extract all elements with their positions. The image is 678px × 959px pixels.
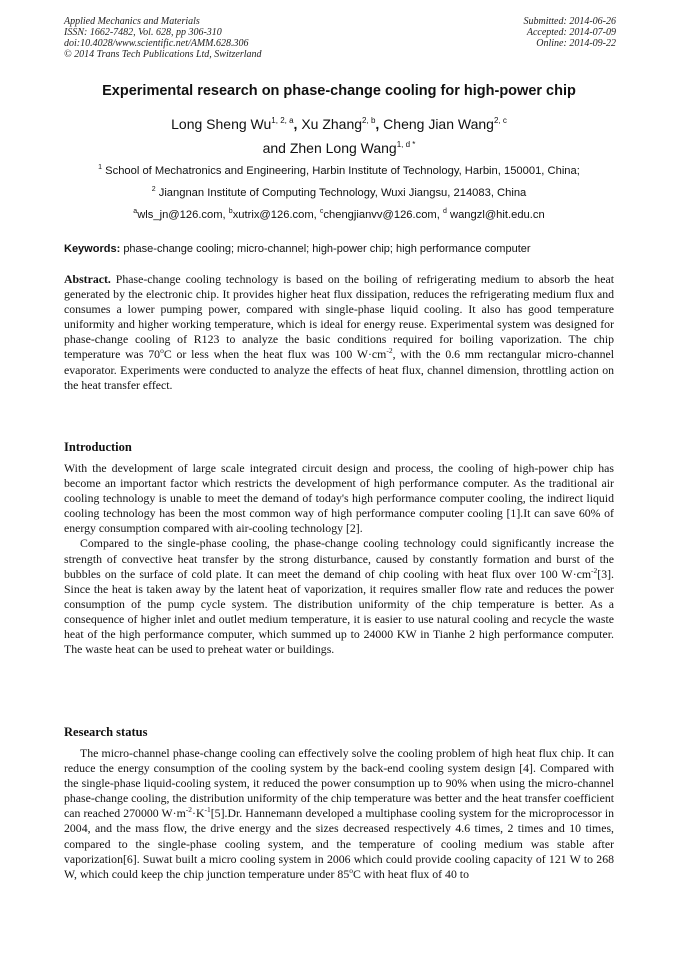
publication-dates <box>524 16 617 49</box>
author-affiliation-marker: 2, b <box>362 116 376 125</box>
paragraph-text: Compared to the single-phase cooling, the phase-change cooling technology could significantly increase the strength of convective heat transfer by the strong disturbance, caused by constantly formation and burst of the bubbles on the surface of cold plate. It can meet the demand of chip cooling with heat flux over 100 W·cm <box>64 536 614 581</box>
date-submitted: Submitted: 2014-06-26 <box>523 16 616 27</box>
paragraph-text: The micro-channel phase-change cooling can effectively solve the cooling problem of high heat flux chip. It can reduce the energy consumption of the cooling system by the back-end cooling system design [4]. Compared with the single-phase liquid-cooling system, it reduced the power consumption up to 90% when using the micro-channel phase-change cooling, the distribution uniformity of the chip temperature was better and the heat transfer coefficient can reached 270000 W·m <box>64 746 614 821</box>
email-address[interactable]: chengjianvv@126.com, <box>323 209 440 221</box>
exponent: -1 <box>204 805 211 815</box>
paragraph <box>64 746 614 882</box>
journal-issn: ISSN: 1662-7482, Vol. 628, pp 306-310 <box>64 27 222 38</box>
affiliation-1 <box>30 164 648 178</box>
journal-info <box>64 16 262 60</box>
email-address[interactable]: wangzl@hit.edu.cn <box>450 209 545 221</box>
abstract-text: Phase-change cooling technology is based on the boiling of refrigerating medium to absorb the heat generated by the electronic chip. It provides higher heat flux dissipation, reduces the refrigerating medium flux and consumes a lower pumping power, compared with single-phase liquid cooling. It also has good temperature uniformity and higher working temperature, which is ideal for energy reuse. Experimental system was designed for phase-change cooling of R123 to analyze the basic conditions required for boiling vaporization. The chip temperature was 70 <box>64 272 614 362</box>
email-marker: b <box>228 208 233 215</box>
email-marker: c <box>319 208 324 215</box>
section-heading-research-status: Research status <box>64 725 148 739</box>
author-affiliation-marker: 2, c <box>493 116 507 125</box>
email-marker: a <box>133 208 138 215</box>
author-affiliation-marker: 1, d * <box>396 140 416 149</box>
exponent: -2 <box>591 565 598 575</box>
email-marker: d <box>442 208 447 215</box>
paragraph-text: [5].Dr. Hannemann developed a multiphase cooling system for the microprocessor in 2004, and the mass flow, the drive energy and the sizes decreased respectively 4.6 times, 2 times and 10 times, compared to the single-phase cooling system, and the temperature of cooling medium was stable after vaporization[6]. Suwat built a micro cooling system in 2006 which could provide cooling capacity of 121 W to 268 W, which could keep the chip junction temperature under 85 <box>64 806 614 881</box>
email-address[interactable]: wls_jn@126.com, <box>137 209 226 221</box>
affiliation-marker: 1 <box>98 164 103 171</box>
affiliation-text: School of Mechatronics and Engineering, Harbin Institute of Technology, Harbin, 150001, China; <box>105 165 580 177</box>
journal-name: Applied Mechanics and Materials <box>64 16 200 27</box>
degree-sign: o <box>349 865 353 875</box>
author-emails <box>30 208 648 222</box>
paper-title: Experimental research on phase-change cooling for high-power chip <box>102 83 576 99</box>
paragraph-text: ·K <box>192 806 205 821</box>
journal-copyright: © 2014 Trans Tech Publications Ltd, Switzerland <box>64 49 262 60</box>
degree-sign: o <box>160 346 164 356</box>
paragraph <box>64 536 614 657</box>
section-heading-introduction: Introduction <box>64 440 132 454</box>
introduction-body <box>64 461 614 657</box>
date-accepted: Accepted: 2014-07-09 <box>526 27 616 38</box>
paragraph-text: C with heat flux of 40 to <box>352 866 469 881</box>
abstract-text: , with the 0.6 mm rectangular micro-channel evaporator. Experiments were conducted to analyze the effects of heat flux, channel dimension, throttling action on the heat transfer effect. <box>64 347 614 392</box>
affiliation-marker: 2 <box>151 186 156 193</box>
paragraph: With the development of large scale integrated circuit design and process, the cooling of high-power chip has become an important factor which restricts the development of high performance computer. As the traditional air cooling technology is unable to meet the demand of today's high performance computer cooling, the indirect liquid cooling technology has been the most common way of high performance computer cooling [1].It can save 60% of energy consumption compared with air-cooling technology [2]. <box>64 461 614 536</box>
keywords-label: Keywords: <box>64 243 121 255</box>
author-name: Cheng Jian Wang <box>383 116 494 132</box>
author-name: Long Sheng Wu <box>171 116 272 132</box>
keywords <box>64 242 624 256</box>
exponent: -2 <box>185 805 193 815</box>
journal-doi: doi:10.4028/www.scientific.net/AMM.628.306 <box>64 38 249 49</box>
affiliation-2 <box>30 186 648 200</box>
abstract <box>64 272 614 393</box>
author-line-2 <box>40 139 638 157</box>
affiliation-text: Jiangnan Institute of Computing Technology, Wuxi Jiangsu, 214083, China <box>158 187 527 199</box>
paragraph-text: [3]. Since the heat is taken away by the latent heat of vaporization, it requires smaller flow rate and reduces the power consumption of the pump cycle system. The distribution uniformity of the chip temperature is better. As a consequence of higher inlet and outlet medium temperature, it is easier to use natural cooling and recycle the waste heat of the high performance computer, which summed up to 24000 KW in Tianhe 2 high performance computer. The waste heat can be used to preheat water or buildings. <box>64 566 614 657</box>
abstract-text: C or less when the heat flux was 100 W·cm <box>163 347 387 362</box>
author-name: Xu Zhang <box>301 116 363 132</box>
date-online: Online: 2014-09-22 <box>536 38 616 49</box>
author-affiliation-marker: 1, 2, a <box>271 116 294 125</box>
author-line-1: Long Sheng Wu$^{1, 2, a}$, Xu Zhang$^{2, b}$, Cheng Jian Wang$^{2, c}$ <box>171 116 507 132</box>
keywords-text: phase-change cooling; micro-channel; high-power chip; high performance computer <box>123 243 531 255</box>
email-address[interactable]: xutrix@126.com, <box>232 209 317 221</box>
research-status-body <box>64 746 614 882</box>
author-name: and Zhen Long Wang <box>262 140 397 156</box>
exponent: -2 <box>386 346 393 356</box>
abstract-label: Abstract. <box>64 272 111 286</box>
